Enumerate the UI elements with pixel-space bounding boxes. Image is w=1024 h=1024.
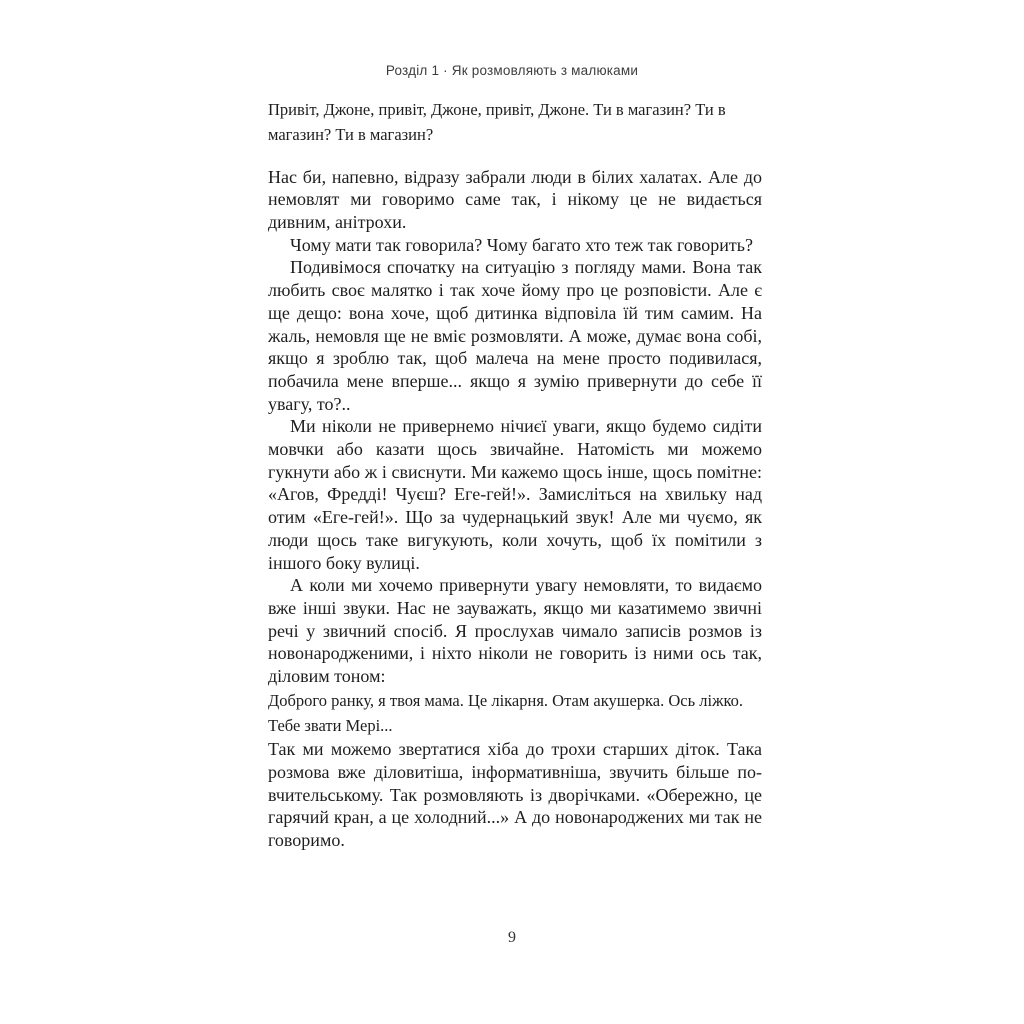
quote-block-2: Доброго ранку, я твоя мама. Це лікарня. Отам акушерка. Ось ліжко. Тебе звати Мері... xyxy=(268,690,744,736)
paragraph-4: Ми ніколи не привернемо нічиєї уваги, якщо будемо сидіти мовчки або казати щось звичайне. Натомість ми можемо гукнути або ж і свиснути. Ми кажемо щось інше, щось помітне: «Агов, Фредді! Чуєш? Еге-гей!». Замисліться на хвильку над отим «Еге-гей!». Що за чудернацький звук! Але ми чуємо, як люди щось таке вигукують, коли хочуть, щоб їх помітили з іншого боку вулиці. xyxy=(268,416,762,573)
running-head-text: Розділ 1 · Як розмовляють з малюками xyxy=(385,63,639,78)
running-head xyxy=(0,63,1024,78)
paragraph-2: Чому мати так говорила? Чому багато хто теж так говорить? xyxy=(290,234,753,255)
paragraph-6: Так ми можемо звертатися хіба до трохи старших діток. Така розмова вже діловитіша, інформативніша, звучить більше по-вчительському. Так розмовляють із дворічками. «Обережно, це гарячий кран, а це холодний...» А до новонароджених ми так не говоримо. xyxy=(268,739,762,851)
paragraph-1: Нас би, напевно, відразу забрали люди в білих халатах. Але до немовлят ми говоримо саме так, і нікому це не видається дивним, анітрохи. xyxy=(268,166,762,232)
paragraph-5: А коли ми хочемо привернути увагу немовляти, то видаємо вже інші звуки. Нас не зауважать, якщо ми казатимемо звичні речі у звичний спосіб. Я прослухав чимало записів розмов із новонародженими, і ніхто ніколи не говорить із ними ось так, діловим тоном: xyxy=(268,575,762,687)
paragraph-3: Подивімося спочатку на ситуацію з погляду мами. Вона так любить своє малятко і так хоче йому про це розповісти. Але є ще дещо: вона хоче, щоб дитинка відповіла їй тим самим. На жаль, немовля ще не вміє розмовляти. А може, думає вона собі, якщо я зроблю так, щоб малеча на мене просто подивилася, побачила мене вперше... якщо я зумію привернути до себе її увагу, то?.. xyxy=(268,257,762,414)
text-column xyxy=(268,97,762,852)
page-number: 9 xyxy=(508,929,516,946)
quote-block-1: Привіт, Джоне, привіт, Джоне, привіт, Джоне. Ти в магазин? Ти в магазин? Ти в магазин? xyxy=(268,100,726,145)
